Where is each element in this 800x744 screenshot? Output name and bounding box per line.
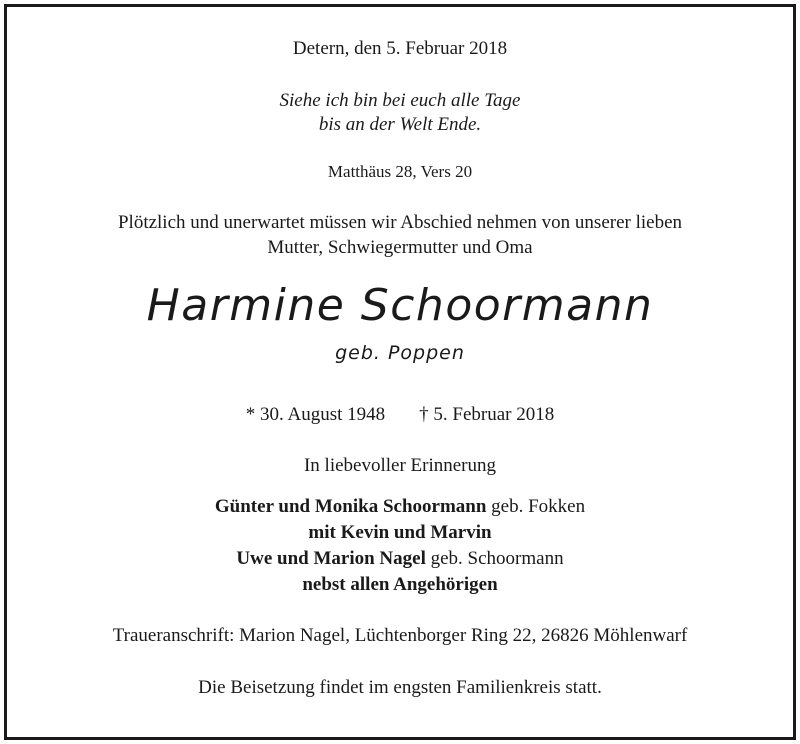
life-dates [0, 404, 800, 426]
mourner-names: mit Kevin und Marvin [308, 522, 492, 543]
mourner-names: nebst allen Angehörigen [302, 574, 498, 595]
mourner-names: Günter und Monika Schoormann [214, 496, 487, 517]
place-date: Detern, den 5. Februar 2018 [292, 38, 508, 59]
deceased-name: Harmine Schoormann [146, 280, 654, 331]
birth-date: * 30. August 1948 [245, 404, 386, 425]
announcement-line-2: Mutter, Schwiegermutter und Oma [267, 237, 533, 258]
bible-verse-line-2: bis an der Welt Ende. [318, 114, 482, 135]
bible-verse-line-1: Siehe ich bin bei euch alle Tage [279, 90, 521, 111]
mourner-names: Uwe und Marion Nagel [236, 548, 426, 569]
mourner-line-2 [0, 522, 800, 544]
burial-note: Die Beisetzung findet im engsten Familienkreis statt. [198, 677, 602, 698]
death-date: † 5. Februar 2018 [419, 404, 555, 425]
mourner-line-3 [0, 548, 800, 570]
mourner-line-4 [0, 574, 800, 596]
mourner-maiden-note: geb. Schoormann [425, 548, 564, 569]
remembrance-text: In liebevoller Erinnerung [303, 455, 497, 476]
maiden-name: geb. Poppen [335, 342, 465, 364]
mourner-maiden-note: geb. Fokken [486, 496, 586, 517]
mourner-line-1 [0, 496, 800, 518]
mourning-address: Traueranschrift: Marion Nagel, Lüchtenborger Ring 22, 26826 Möhlenwarf [112, 625, 688, 646]
verse-reference: Matthäus 28, Vers 20 [327, 162, 473, 181]
announcement-line-1: Plötzlich und unerwartet müssen wir Abschied nehmen von unserer lieben [117, 212, 683, 233]
